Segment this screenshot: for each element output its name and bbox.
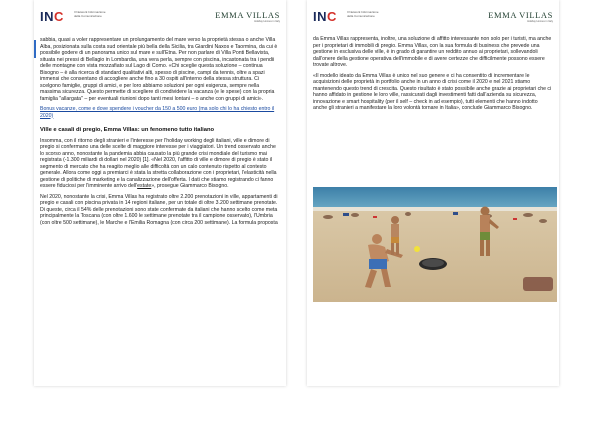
inc-logo: INC (40, 9, 64, 24)
paragraph: da Emma Villas rappresenta, inoltre, una soluzione di affitto interessante non solo per i turisti, ma anche per i proprietari di immobili di pregio. Emma Villas, con la sua formula di business che prevede una gestione in esclusiva delle ville, è in grado di garantire un reddito annuo ai proprietari, sollevandoli dall'onere della gestione operativa dell'immobile e di avere certezze che difficilmente possono essere trovate altrove. (313, 36, 552, 68)
related-article-link[interactable]: Bonus vacanze, come e dove spendere i voucher da 150 a 500 euro (ma solo chi lo ha chiesto entro il 2020) (40, 106, 275, 119)
emma-villas-logo-subtitle: Holiday Homes in Italy (254, 20, 280, 23)
inc-logo-subtitle: Il Network Informazione della Comunicazione (74, 10, 106, 18)
estate-link[interactable]: estate (137, 183, 152, 189)
emma-villas-logo: EMMA VILLAS (488, 10, 553, 20)
emma-villas-logo-subtitle: Holiday Homes in Italy (527, 20, 553, 23)
beach-photo (313, 187, 557, 302)
inc-logo: INC (313, 9, 337, 24)
inc-logo-subtitle: Il Network Informazione della Comunicazione (347, 10, 379, 18)
paragraph: sabbia, quasi a voler rappresentare un prolungamento del mare verso la proprietà stessa o anche Villa Alba, posizionata sulla costa sud orientale più bella della Sicilia, tra Giardini Naxos e Taormina, da cui è possibile godere di un panorama unico sul mare e sull'Etna. Per non parlare di Villa Ponti Bellavista, situata nei pressi di Bellagio in Lombardia, una vera perla, sempre con piscina, incastonata tra i pendii delle montagne con vista mozzafiato sul Lago di Como. «Chi sceglie questa soluzione – continua Bisogno – è alla ricerca di standard qualitativi alti, spesso di piscine, campi da tennis, oltre a spazi immensi che consentano di accogliere anche fino a 30 ospiti all'interno della stessa struttura. Ci scelgono famiglie, gruppi di amici, e per loro abbiamo soluzioni per ogni esigenza, sempre nella massima sicurezza. Questo permette di scegliere di condividere la vacanza (e le spese) con la propria famiglia "allargata" – per eventuali riunioni dopo tanti mesi lontani – o anche con gruppi di amici». (40, 37, 278, 102)
paragraph: Nel 2020, nonostante la crisi, Emma Villas ha registrato oltre 2.200 prenotazioni in ville, appartamenti di pregio e casali con piscina privata in 14 regioni italiane, per un totale di oltre 3.200 settimane prenotate. Di queste, circa il 54% delle prenotazioni sono state confermate da italiani che hanno scelto come meta principalmente la Toscana (con oltre 1.600 le settimane prenotate tra il campione osservato), l'Umbria (con oltre 500 settimane), le Marche e l'Emilia Romagna (con circa 200 settimane). La formula proposta (40, 193, 278, 226)
quote-marker (34, 40, 36, 58)
page-header (40, 9, 280, 25)
document-page-2 (307, 0, 559, 386)
page-header (313, 9, 553, 25)
emma-villas-logo: EMMA VILLAS (215, 10, 280, 20)
article-body (313, 36, 553, 116)
document-page-1 (34, 0, 286, 386)
article-body (40, 37, 280, 230)
paragraph: Insomma, con il ritorno degli stranieri e l'interesse per l'holiday working degli italiani, ville e dimore di pregio si confermano una delle scelte di maggiore interesse per i viaggiatori. Un trend osservato anche lo scorso anno, nonostante la pandemia abbia causato la più grande crisi mondiale del turismo mai registrata (-1.300 miliardi di dollari nel 2020) [1]. «Nel 2020, l'affitto di ville e dimore di pregio è stato il segmento di mercato che ha reagito meglio alle difficoltà con un calo contenuto rispetto al contesto generale. Allora come oggi a premiarci è stata la stretta collaborazione con i proprietari, l'elasticità nella gestione di politiche di marketing e la canalizzazione dell'offerta. I dati che stiamo registrando ci fanno essere fiduciosi per l'imminente arrivo dell'estate», prosegue Giammarco Bisogno. (40, 137, 277, 189)
paragraph: «Il modello ideato da Emma Villas è unico nel suo genere e ci ha consentito di incrementare le acquisizioni delle proprietà in portfolio anche in un anno di crisi come il 2020 e nel 2021 stiamo mantenendo questo trend di crescita. Questo risultato è stato possibile anche grazie ai proprietari che ci hanno affidato in gestione le loro ville, rassicurati dagli investimenti fatti dall'azienda su sicurezza, innovazione e smart hospitality (per il self – check in ad esempio), tutti elementi che hanno indotto anche gli stranieri a manifestare la loro volontà tornare in Italia», conclude Giammarco Bisogno. (313, 72, 552, 111)
beach-photo-image (313, 187, 557, 302)
section-heading: Ville e casali di pregio, Emma Villas: un fenomeno tutto italiano (40, 127, 215, 133)
